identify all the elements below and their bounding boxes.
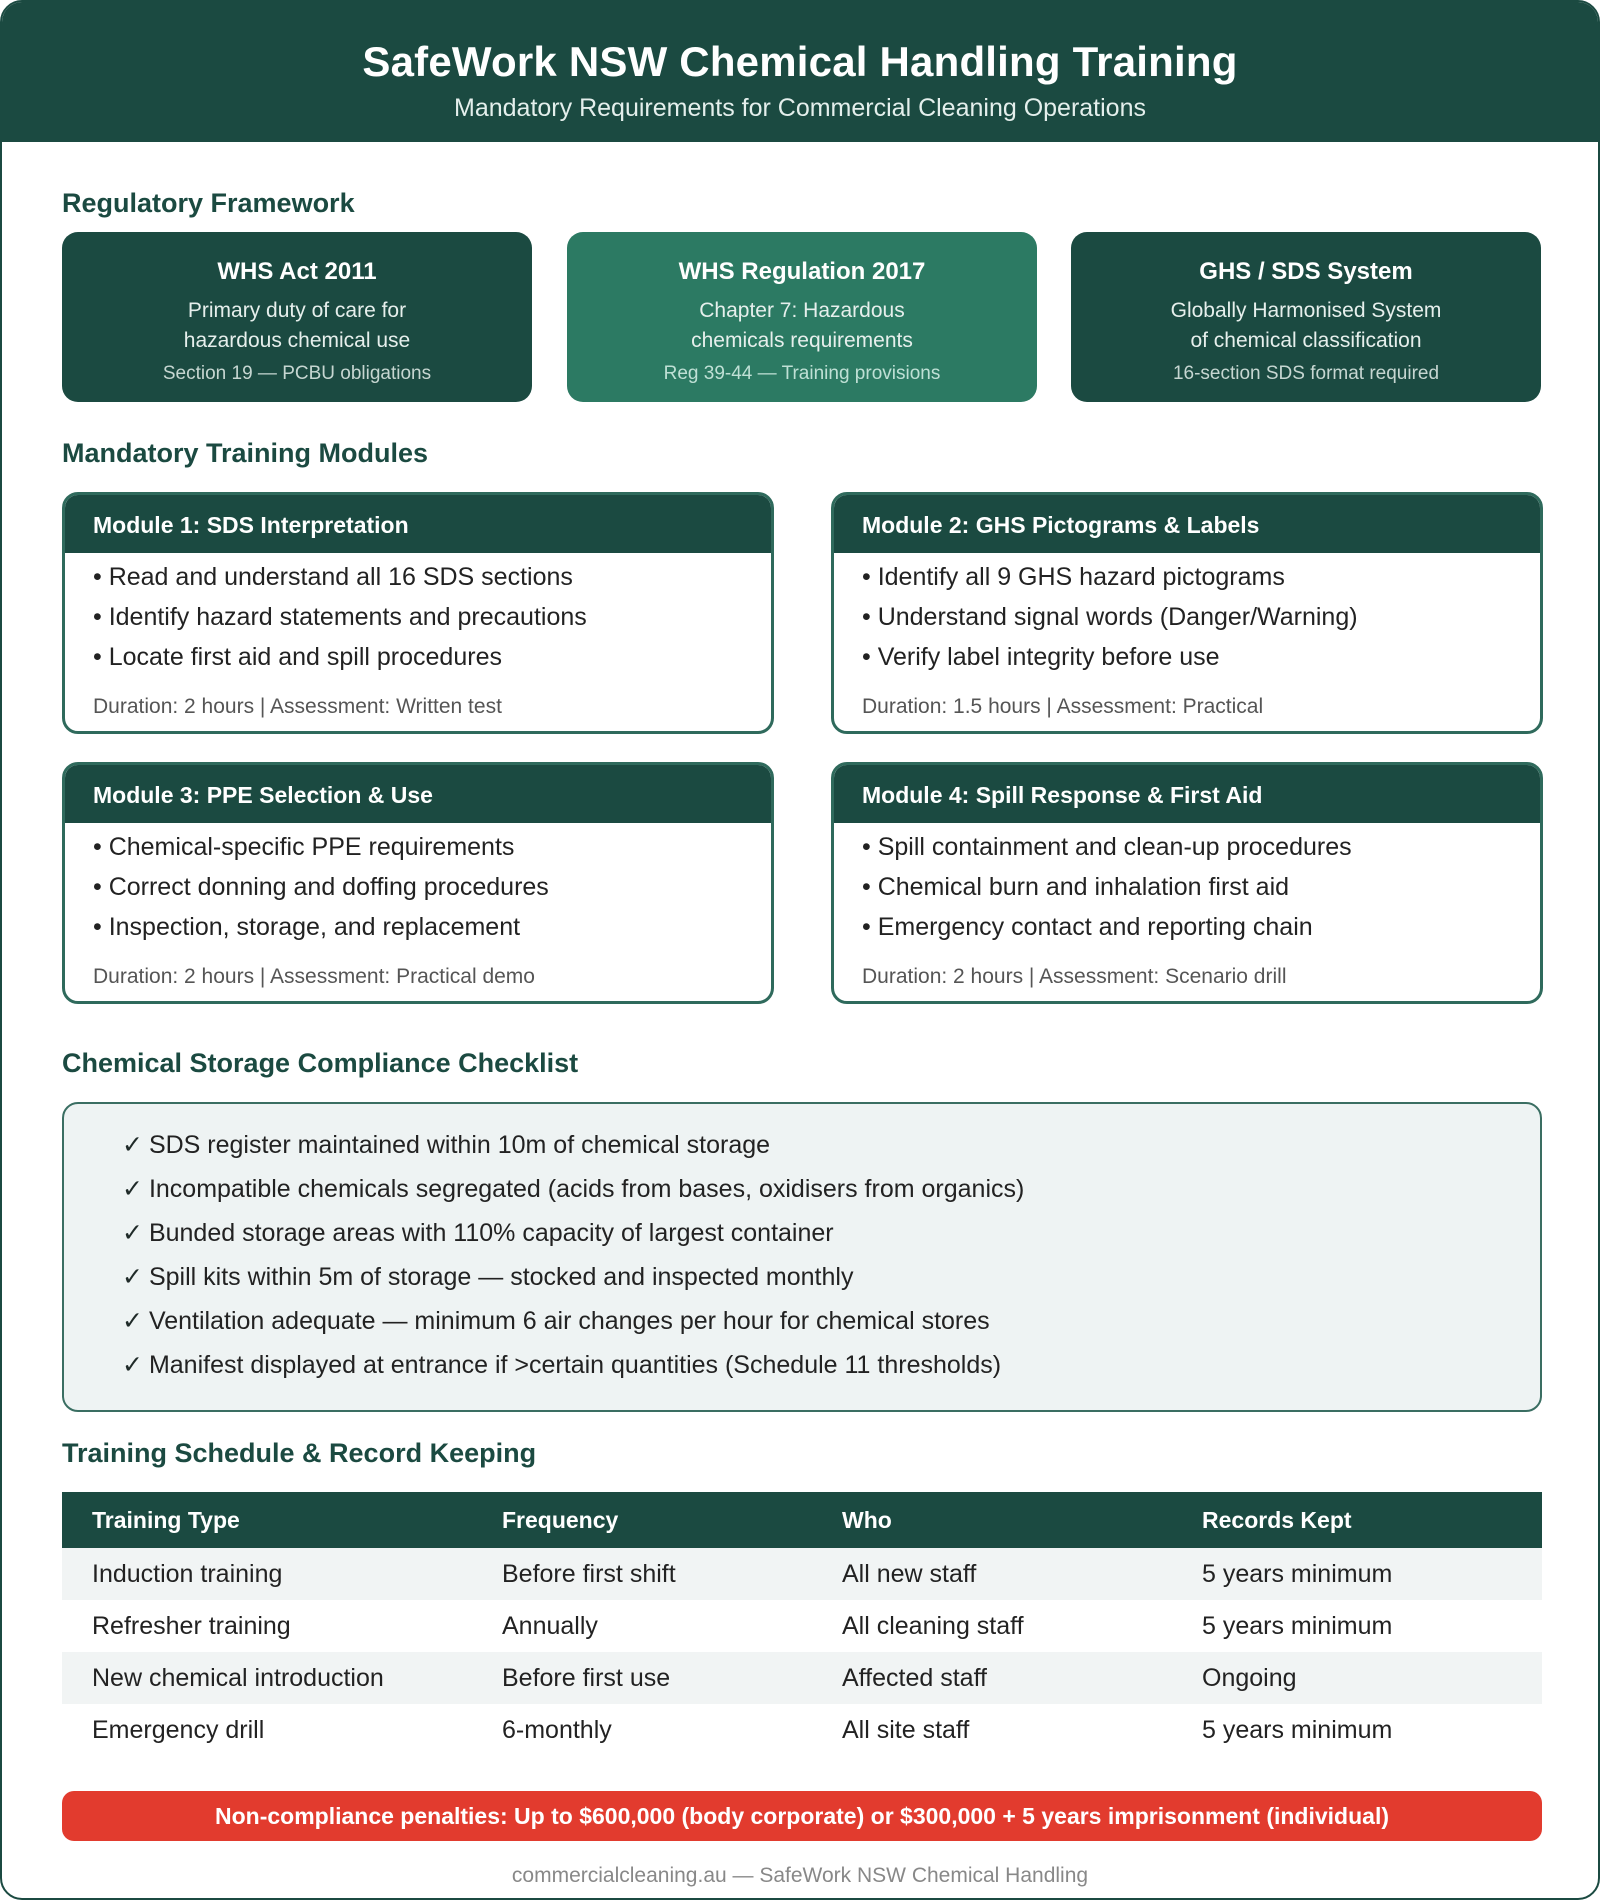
reg-card-desc-line: Globally Harmonised System: [1170, 299, 1442, 322]
checklist-item: [122, 1174, 1024, 1204]
checkmark-icon: ✓: [122, 1263, 143, 1291]
table-cell: 5 years minimum: [1202, 1612, 1393, 1640]
module-item: • Identify all 9 GHS hazard pictograms: [862, 563, 1285, 591]
table-header-cell: Records Kept: [1202, 1507, 1352, 1533]
table-cell: 6-monthly: [502, 1716, 612, 1744]
checklist-item-text: Manifest displayed at entrance if >certain quantities (Schedule 11 thresholds): [148, 1351, 1002, 1379]
checkmark-icon: ✓: [122, 1307, 143, 1335]
table-cell: Refresher training: [92, 1612, 291, 1640]
page-subtitle: Mandatory Requirements for Commercial Cleaning Operations: [454, 94, 1146, 122]
checklist-item-text: SDS register maintained within 10m of chemical storage: [148, 1131, 771, 1159]
table-cell: All new staff: [842, 1560, 977, 1588]
table-header-cell: Who: [842, 1507, 892, 1533]
reg-card-title: GHS / SDS System: [1199, 258, 1413, 285]
section-title-schedule: Training Schedule & Record Keeping: [62, 1438, 537, 1468]
checkmark-icon: ✓: [122, 1351, 143, 1379]
checklist-item-text: Ventilation adequate — minimum 6 air changes per hour for chemical stores: [148, 1307, 990, 1335]
table-cell: Before first use: [502, 1664, 671, 1692]
reg-card-description: [1101, 296, 1511, 356]
checklist-item-text: Bunded storage areas with 110% capacity of largest container: [148, 1219, 834, 1247]
table-row: [62, 1704, 1542, 1756]
module-footer: Duration: 2 hours | Assessment: Written test: [93, 695, 502, 718]
section-title-regulatory: Regulatory Framework: [62, 188, 355, 218]
reg-card-description: [92, 296, 502, 356]
table-cell: 5 years minimum: [1202, 1716, 1393, 1744]
reg-card-title: WHS Regulation 2017: [678, 258, 926, 285]
reg-card-title: WHS Act 2011: [217, 258, 377, 285]
table-row: [62, 1548, 1542, 1600]
module-title: Module 3: PPE Selection & Use: [65, 765, 771, 823]
table-cell: Ongoing: [1202, 1664, 1297, 1692]
checklist-item: [122, 1262, 853, 1292]
checklist-item-text: Incompatible chemicals segregated (acids from bases, oxidisers from organics): [148, 1175, 1025, 1203]
table-header-cell: Frequency: [502, 1507, 619, 1533]
module-footer: Duration: 1.5 hours | Assessment: Practical: [862, 695, 1264, 718]
table-cell: New chemical introduction: [92, 1664, 384, 1692]
reg-card-note: 16-section SDS format required: [1172, 363, 1440, 384]
reg-card-description: [597, 296, 1007, 356]
reg-card-whs-act: [62, 232, 532, 402]
checklist-item: [122, 1306, 990, 1336]
module-item: • Chemical-specific PPE requirements: [93, 833, 515, 861]
compliance-checklist: [62, 1102, 1542, 1412]
reg-card-desc-line: Primary duty of care for: [187, 299, 407, 322]
module-item: • Emergency contact and reporting chain: [862, 913, 1313, 941]
table-cell: Emergency drill: [92, 1716, 265, 1744]
table-cell: Affected staff: [842, 1664, 988, 1692]
module-title: Module 1: SDS Interpretation: [65, 495, 771, 553]
module-item: • Correct donning and doffing procedures: [93, 873, 549, 901]
section-title-modules: Mandatory Training Modules: [62, 438, 429, 468]
table-header-row: [62, 1492, 1542, 1548]
reg-card-desc-line: of chemical classification: [1190, 329, 1422, 352]
module-item: • Chemical burn and inhalation first aid: [862, 873, 1290, 901]
module-card-ghs: [831, 492, 1543, 734]
table-cell: 5 years minimum: [1202, 1560, 1393, 1588]
module-item: • Read and understand all 16 SDS sections: [93, 563, 573, 591]
module-footer: Duration: 2 hours | Assessment: Practical demo: [93, 965, 535, 988]
table-cell: Before first shift: [502, 1560, 676, 1588]
checkmark-icon: ✓: [122, 1131, 143, 1159]
reg-card-desc-line: Chapter 7: Hazardous: [699, 299, 905, 322]
module-title: Module 2: GHS Pictograms & Labels: [834, 495, 1540, 553]
reg-card-desc-line: chemicals requirements: [691, 329, 913, 352]
checklist-item-text: Spill kits within 5m of storage — stocked and inspected monthly: [148, 1263, 854, 1291]
table-row: [62, 1652, 1542, 1704]
table-header-cell: Training Type: [92, 1507, 240, 1533]
reg-card-ghs-sds: [1071, 232, 1541, 402]
module-item: • Spill containment and clean-up procedures: [862, 833, 1352, 861]
page-title: SafeWork NSW Chemical Handling Training: [362, 38, 1238, 85]
module-item: • Verify label integrity before use: [862, 643, 1220, 671]
module-item: • Inspection, storage, and replacement: [93, 913, 521, 941]
module-item: • Understand signal words (Danger/Warning): [862, 603, 1358, 631]
module-title: Module 4: Spill Response & First Aid: [834, 765, 1540, 823]
checkmark-icon: ✓: [122, 1219, 143, 1247]
table-cell: Annually: [502, 1612, 598, 1640]
table-row: [62, 1600, 1542, 1652]
module-card-sds: [62, 492, 774, 734]
module-card-ppe: [62, 762, 774, 1004]
penalty-banner: Non-compliance penalties: Up to $600,000 (body corporate) or $300,000 + 5 years imprisonment (individual): [62, 1791, 1542, 1841]
reg-card-note: Reg 39-44 — Training provisions: [663, 363, 941, 384]
table-cell: All site staff: [842, 1716, 970, 1744]
checklist-item: [122, 1218, 834, 1248]
table-cell: Induction training: [92, 1560, 283, 1588]
reg-card-desc-line: hazardous chemical use: [183, 329, 411, 352]
module-card-spill: [831, 762, 1543, 1004]
section-title-checklist: Chemical Storage Compliance Checklist: [62, 1048, 579, 1078]
module-item: • Identify hazard statements and precautions: [93, 603, 587, 631]
checkmark-icon: ✓: [122, 1175, 143, 1203]
module-item: • Locate first aid and spill procedures: [93, 643, 502, 671]
page-header: [2, 2, 1598, 142]
table-cell: All cleaning staff: [842, 1612, 1024, 1640]
reg-card-note: Section 19 — PCBU obligations: [162, 363, 432, 384]
module-footer: Duration: 2 hours | Assessment: Scenario drill: [862, 965, 1287, 988]
checklist-item: [122, 1130, 770, 1160]
page-footer: commercialcleaning.au — SafeWork NSW Chemical Handling: [511, 1864, 1089, 1887]
reg-card-whs-regulation: [567, 232, 1037, 402]
checklist-item: [122, 1350, 1001, 1380]
